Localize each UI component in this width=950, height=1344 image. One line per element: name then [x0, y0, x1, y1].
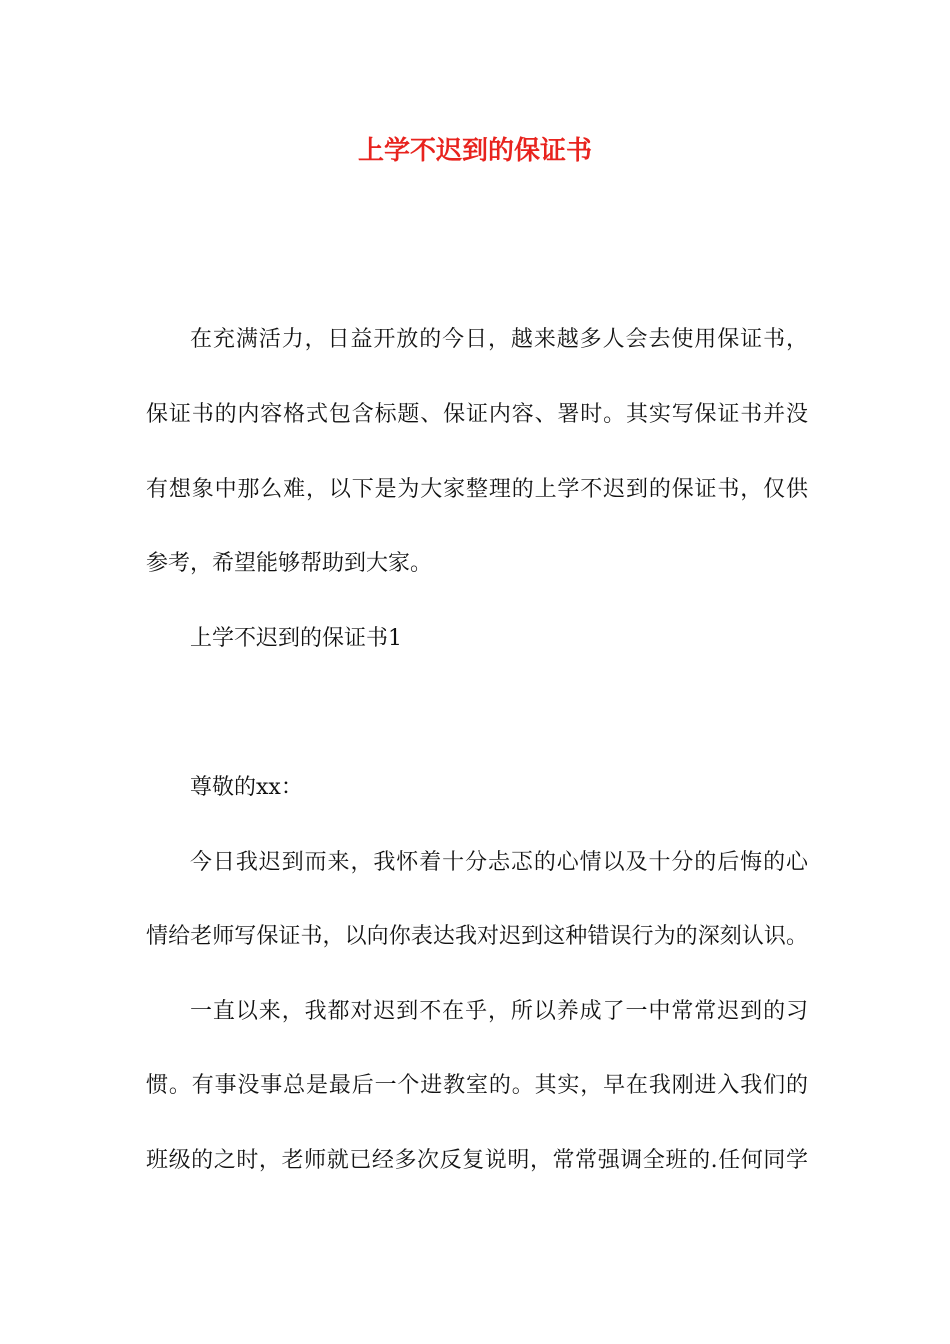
paragraph-line: 保证书的内容格式包含标题、保证内容、署时。其实写保证书并没	[146, 402, 808, 427]
paragraph-line: 今日我迟到而来，我怀着十分忐忑的心情以及十分的后悔的心	[190, 850, 808, 875]
paragraph-line: 惯。有事没事总是最后一个进教室的。其实，早在我刚进入我们的	[146, 1073, 808, 1098]
paragraph-line: 一直以来，我都对迟到不在乎，所以养成了一中常常迟到的习	[190, 999, 808, 1024]
paragraph-line: 参考，希望能够帮助到大家。	[146, 551, 433, 576]
section-heading: 上学不迟到的保证书1	[190, 626, 402, 651]
paragraph-line: 在充满活力，日益开放的今日，越来越多人会去使用保证书，	[190, 327, 808, 352]
paragraph-line: 有想象中那么难，以下是为大家整理的上学不迟到的保证书，仅供	[146, 477, 808, 502]
salutation: 尊敬的xx：	[190, 775, 303, 800]
document-title: 上学不迟到的保证书	[357, 136, 592, 166]
paragraph-line: 情给老师写保证书，以向你表达我对迟到这种错误行为的深刻认识。	[146, 924, 808, 949]
paragraph-line: 班级的之时，老师就已经多次反复说明，常常强调全班的.任何同学	[146, 1148, 808, 1173]
